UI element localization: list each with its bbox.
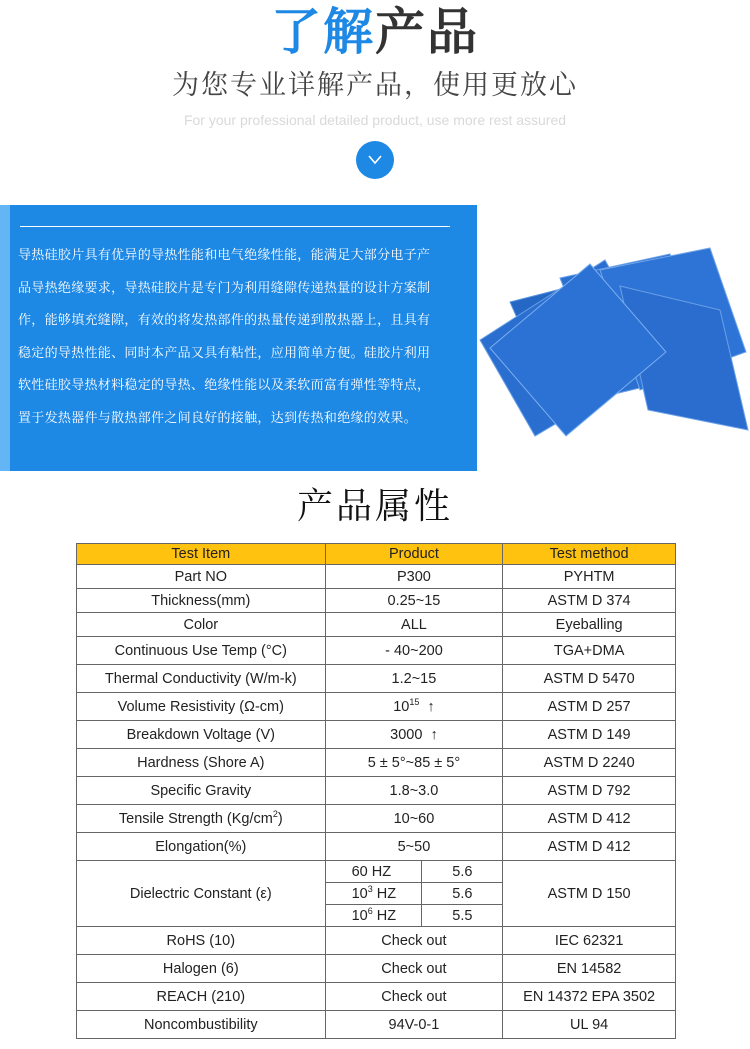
value-base: 10 — [393, 698, 410, 715]
cell-product: Check out — [325, 927, 503, 955]
cell-method: UL 94 — [503, 1011, 676, 1039]
cell-item: Dielectric Constant (ε) — [77, 861, 326, 927]
spec-table — [76, 543, 676, 1039]
up-arrow-icon: ↑ — [430, 726, 438, 743]
page-title — [0, 4, 750, 60]
cell-product: 5 ± 5°~85 ± 5° — [325, 749, 503, 777]
item-base: Tensile Strength (Kg/cm — [118, 810, 273, 827]
cell-method: ASTM D 2240 — [503, 749, 676, 777]
subtitle: 为您专业详解产品，使用更放心 — [172, 70, 578, 101]
cell-method: EN 14372 EPA 3502 — [503, 983, 676, 1011]
table-row — [77, 955, 676, 983]
column-header: Product — [325, 544, 503, 565]
cell-product: Check out — [325, 955, 503, 983]
panel-accent-bar — [0, 205, 10, 471]
item-exponent: 2 — [272, 808, 278, 819]
cell-method: TGA+DMA — [503, 637, 676, 665]
table-row — [77, 805, 676, 833]
table-row — [77, 927, 676, 955]
title-main: 产品 — [375, 3, 479, 61]
cell-method: ASTM D 374 — [503, 589, 676, 613]
cell-method: ASTM D 150 — [503, 861, 676, 927]
cell-frequency-value: 5.6 — [422, 883, 503, 905]
table-row — [77, 565, 676, 589]
cell-product: ALL — [325, 613, 503, 637]
cell-product: 5~50 — [325, 833, 503, 861]
cell-item: REACH (210) — [77, 983, 326, 1011]
intro-line: 作，能够填充缝隙，有效的将发热部件的热量传递到散热器上，且具有 — [18, 313, 431, 328]
freq-unit: HZ — [372, 885, 397, 902]
table-row — [77, 833, 676, 861]
table-row — [77, 749, 676, 777]
intro-text — [18, 240, 458, 435]
intro-line: 稳定的导热性能、同时本产品又具有粘性，应用简单方便。硅胶片利用 — [18, 345, 431, 361]
up-arrow-icon: ↑ — [427, 698, 435, 715]
cell-product — [325, 721, 503, 749]
cell-product: 1.8~3.0 — [325, 777, 503, 805]
cell-method: EN 14582 — [503, 955, 676, 983]
cell-method: ASTM D 792 — [503, 777, 676, 805]
value-base: 3000 — [390, 726, 423, 743]
cell-product: 94V-0-1 — [325, 1011, 503, 1039]
cell-item: Hardness (Shore A) — [77, 749, 326, 777]
cell-item: Volume Resistivity (Ω-cm) — [77, 693, 326, 721]
cell-frequency: 60 HZ — [325, 861, 422, 883]
subtitle-english: For your professional detailed product, use more rest assured — [183, 112, 567, 128]
cell-item: Specific Gravity — [77, 777, 326, 805]
freq-unit: HZ — [372, 907, 397, 924]
cell-product — [325, 693, 503, 721]
cell-method: ASTM D 412 — [503, 833, 676, 861]
panel-divider — [20, 226, 450, 227]
freq-exponent: 6 — [367, 905, 373, 916]
cell-product: 1.2~15 — [325, 665, 503, 693]
column-header: Test method — [503, 544, 676, 565]
intro-line: 置于发热器件与散热部件之间良好的接触，达到传热和绝缘的效果。 — [18, 410, 418, 426]
intro-line: 导热硅胶片具有优异的导热性能和电气绝缘性能，能满足大部分电子产 — [18, 248, 431, 263]
cell-item: RoHS (10) — [77, 927, 326, 955]
cell-product: Check out — [325, 983, 503, 1011]
freq-exponent: 3 — [367, 883, 373, 894]
table-header-row — [77, 544, 676, 565]
cell-method: Eyeballing — [503, 613, 676, 637]
table-row — [77, 721, 676, 749]
freq-base: 10 — [351, 885, 368, 902]
item-tail: ) — [277, 810, 283, 827]
cell-item: Part NO — [77, 565, 326, 589]
freq-base: 10 — [351, 907, 368, 924]
title-highlight: 了解 — [271, 3, 375, 61]
cell-method: PYHTM — [503, 565, 676, 589]
table-row — [77, 693, 676, 721]
table-row — [77, 613, 676, 637]
cell-item: Elongation(%) — [77, 833, 326, 861]
cell-product: 0.25~15 — [325, 589, 503, 613]
cell-item: Breakdown Voltage (V) — [77, 721, 326, 749]
table-row — [77, 589, 676, 613]
table-row — [77, 983, 676, 1011]
product-image — [470, 240, 750, 470]
cell-item: Continuous Use Temp (°C) — [77, 637, 326, 665]
table-row — [77, 665, 676, 693]
chevron-down-icon — [356, 141, 394, 179]
cell-item: Noncombustibility — [77, 1011, 326, 1039]
intro-line: 软性硅胶导热材料稳定的导热、绝缘性能以及柔软而富有弹性等特点， — [18, 378, 431, 393]
cell-frequency-value: 5.5 — [422, 905, 503, 927]
cell-item: Thickness(mm) — [77, 589, 326, 613]
cell-frequency — [325, 905, 422, 927]
cell-product: 10~60 — [325, 805, 503, 833]
intro-line: 品导热绝缘要求，导热硅胶片是专门为利用缝隙传递热量的设计方案制 — [18, 280, 431, 296]
table-row — [77, 637, 676, 665]
cell-item: Color — [77, 613, 326, 637]
cell-item — [77, 805, 326, 833]
cell-method: IEC 62321 — [503, 927, 676, 955]
cell-item: Halogen (6) — [77, 955, 326, 983]
cell-method: ASTM D 5470 — [503, 665, 676, 693]
table-row — [77, 1011, 676, 1039]
cell-frequency — [325, 883, 422, 905]
properties-heading: 产品属性 — [296, 486, 453, 527]
cell-product: P300 — [325, 565, 503, 589]
cell-method: ASTM D 412 — [503, 805, 676, 833]
table-row — [77, 777, 676, 805]
value-exponent: 15 — [409, 696, 420, 707]
cell-frequency-value: 5.6 — [422, 861, 503, 883]
table-row — [77, 861, 676, 883]
cell-product: - 40~200 — [325, 637, 503, 665]
column-header: Test Item — [77, 544, 326, 565]
cell-item: Thermal Conductivity (W/m-k) — [77, 665, 326, 693]
cell-method: ASTM D 149 — [503, 721, 676, 749]
cell-method: ASTM D 257 — [503, 693, 676, 721]
